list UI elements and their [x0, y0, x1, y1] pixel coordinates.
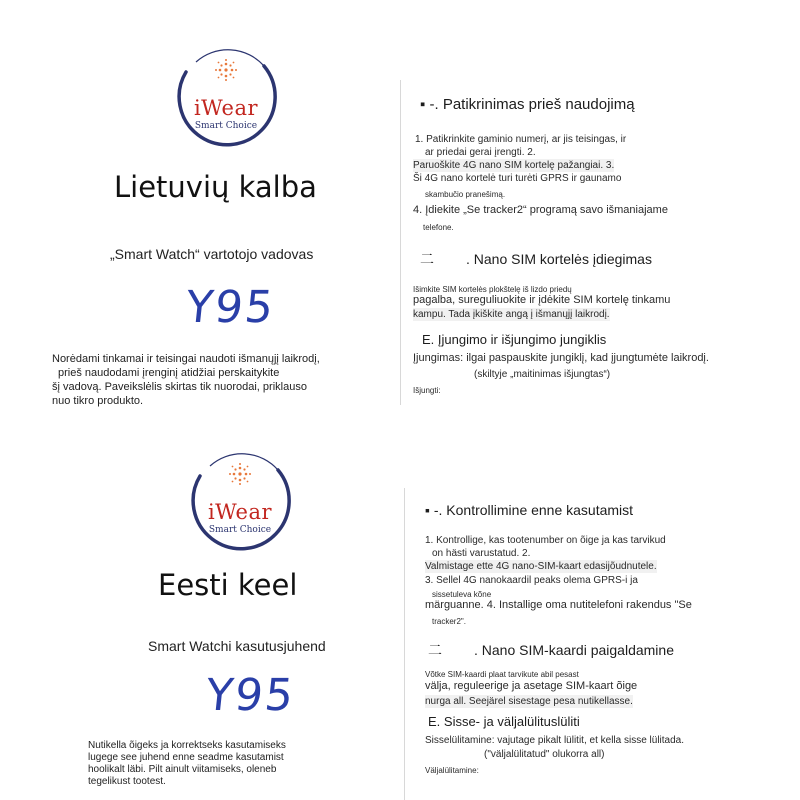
check-line: tracker2". — [432, 617, 466, 626]
column-divider — [404, 488, 405, 800]
sim-heading-text: . Nano SIM-kaardi paigaldamine — [474, 642, 674, 658]
check-line: 4. Įdiekite „Se tracker2“ programą savo išmaniajame — [413, 204, 668, 216]
logo-brand: iWear — [193, 96, 259, 120]
logo-brand: iWear — [207, 500, 273, 524]
intro-line: prieš naudodami įrenginį atidžiai perskaitykite — [58, 367, 280, 379]
model-number: Y95 — [183, 282, 278, 333]
column-divider — [400, 80, 401, 405]
sim-line: Võtke SIM-kaardi plaat tarvikute abil pesast — [425, 670, 579, 679]
check-line: 1. Kontrollige, kas tootenumber on õige ja kas tarvikud — [425, 535, 666, 546]
check-line: Paruoškite 4G nano SIM kortelę pažangiai. 3. — [413, 160, 615, 171]
sim-line: nurga all. Seejärel sisestage pesa nutikellasse. — [425, 696, 633, 707]
check-line: on hästi varustatud. 2. — [432, 548, 531, 559]
manual-subtitle: Smart Watchi kasutusjuhend — [148, 638, 326, 654]
model-number: Y95 — [203, 670, 298, 721]
check-line: Ši 4G nano kortelė turi turėti GPRS ir gaunamo — [413, 173, 622, 184]
language-title: Eesti keel — [158, 568, 298, 602]
power-line: ("väljalülitatud" olukorra all) — [484, 749, 605, 760]
intro-line: šį vadovą. Paveikslėlis skirtas tik nuorodai, priklauso — [52, 381, 307, 393]
logo-tagline: Smart Choice — [208, 525, 272, 535]
intro-text — [88, 740, 286, 788]
sim-heading — [420, 249, 652, 269]
power-heading: E. Sisse- ja väljalülituslüliti — [428, 714, 580, 729]
intro-line: tegelikust tootest. — [88, 776, 166, 787]
check-heading — [425, 502, 633, 518]
check-line: telefone. — [423, 223, 454, 232]
intro-line: hoolikalt läbi. Pilt ainult viitamiseks, oleneb — [88, 764, 277, 775]
power-heading: E. Įjungimo ir išjungimo jungiklis — [422, 332, 607, 347]
intro-line: lugege see juhend enne seadme kasutamist — [88, 752, 284, 763]
check-heading-text: -. Patikrinimas prieš naudojimą — [429, 96, 635, 113]
estonian-section — [0, 400, 800, 800]
check-line: Valmistage ette 4G nano-SIM-kaart edasijõudnutele. — [425, 561, 657, 572]
check-line: ar priedai gerai įrengti. 2. — [425, 147, 536, 158]
bullet-icon: ▪ — [425, 502, 434, 518]
power-line: Įjungimas: ilgai paspauskite jungiklį, kad įjungtumėte laikrodį. — [413, 352, 709, 364]
check-heading — [420, 96, 635, 113]
power-line: Išjungti: — [413, 386, 441, 395]
sim-heading-text: . Nano SIM kortelės įdiegimas — [466, 251, 652, 267]
section-number-two-icon: 二 — [428, 642, 441, 658]
check-line: sissetuleva kõne — [432, 590, 492, 599]
intro-line: Nutikella õigeks ja korrektseks kasutamiseks — [88, 740, 286, 751]
sim-line: pagalba, sureguliuokite ir įdėkite SIM kortelę tinkamu — [413, 294, 671, 306]
section-number-two-icon: 二 — [420, 251, 433, 267]
iwear-logo — [186, 446, 294, 554]
check-heading-text: -. Kontrollimine enne kasutamist — [433, 502, 634, 518]
iwear-logo — [172, 42, 280, 150]
logo-tagline: Smart Choice — [194, 121, 258, 131]
intro-line: Norėdami tinkamai ir teisingai naudoti išmanųjį laikrodį, — [52, 353, 320, 365]
check-line: märguanne. 4. Installige oma nutitelefoni rakendus "Se — [425, 599, 692, 611]
power-line: (skiltyje „maitinimas išjungtas“) — [474, 369, 611, 380]
sim-heading — [428, 640, 674, 660]
sim-line: välja, reguleerige ja asetage SIM-kaart õige — [425, 680, 638, 692]
check-line: 3. Sellel 4G nanokaardil peaks olema GPRS-i ja — [425, 575, 638, 586]
power-line: Sisselülitamine: vajutage pikalt lülitit, et kella sisse lülitada. — [425, 735, 685, 746]
intro-line: nuo tikro produkto. — [52, 395, 144, 407]
sim-line: kampu. Tada įkiškite angą į išmanųjį laikrodį. — [413, 309, 610, 320]
check-line: 1. Patikrinkite gaminio numerį, ar jis teisingas, ir — [415, 134, 627, 145]
language-title: Lietuvių kalba — [114, 170, 317, 204]
power-line: Väljalülitamine: — [425, 766, 479, 775]
bullet-icon: ▪ — [420, 96, 430, 113]
manual-subtitle: „Smart Watch“ vartotojo vadovas — [110, 246, 314, 262]
sim-line: Išimkite SIM kortelės plokštelę iš lizdo priedų — [413, 285, 572, 294]
check-line: skambučio pranešimą. — [425, 190, 506, 199]
